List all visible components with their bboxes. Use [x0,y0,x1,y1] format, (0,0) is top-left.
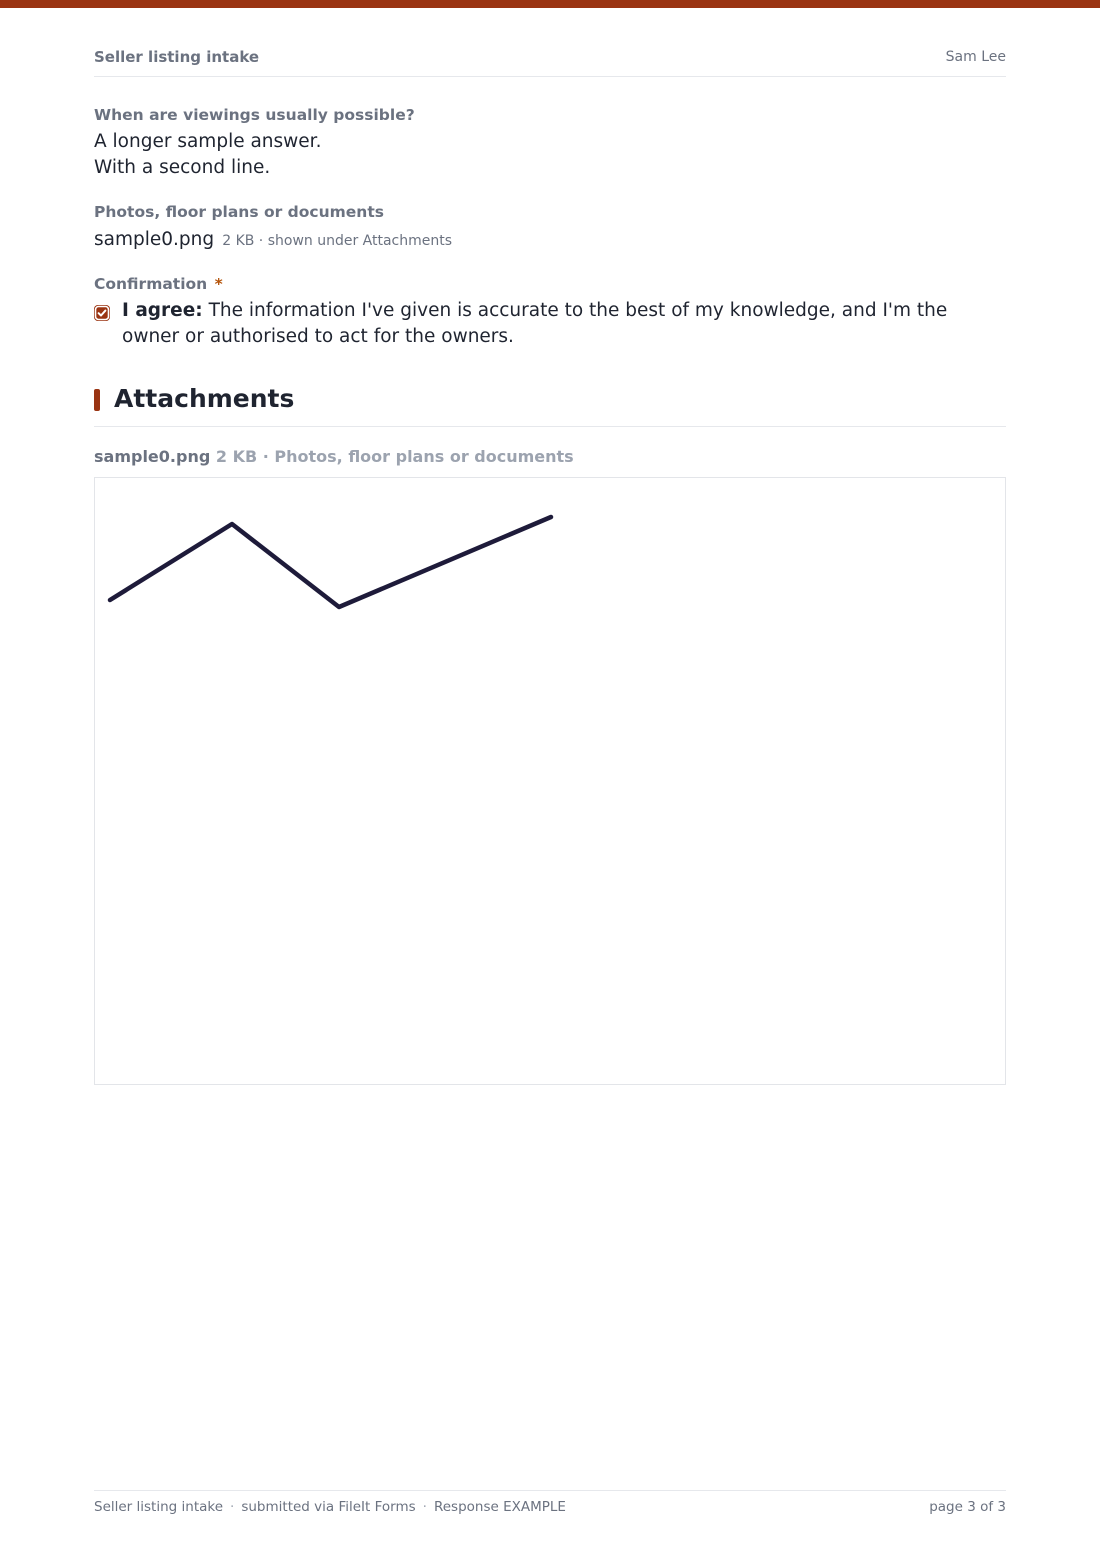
attachments-section-header [94,380,1006,427]
photos-answer-file [94,229,452,250]
top-accent-bar [0,0,1100,8]
attachment-file-name[interactable]: sample0.png [94,447,211,466]
viewings-answer [94,129,321,181]
footer-form-name: Seller listing intake [94,1499,224,1515]
confirmation-label-text: Confirmation [94,275,208,293]
checkmark-icon [94,305,110,321]
viewings-answer-line-1: A longer sample answer. [94,131,322,152]
required-asterisk: * [214,275,223,293]
footer-response-id: Response EXAMPLE [433,1499,566,1515]
confirmation-label [94,275,223,293]
agree-text: The information I've given is accurate to the best of my knowledge, and I'm the owner or authorised to act for the owners. [122,300,948,347]
page-header [94,48,1006,77]
footer-submitted-via: submitted via FileIt Forms [241,1499,416,1515]
attachments-section-title: Attachments [114,384,295,413]
page-footer [94,1490,1006,1521]
line-sketch-image [95,478,1005,1084]
photos-file-meta: 2 KB · shown under Attachments [222,233,453,249]
photos-question-label: Photos, floor plans or documents [94,203,384,221]
confirmation-statement [122,298,992,350]
attachment-meta: 2 KB · Photos, floor plans or documents [215,447,574,466]
footer-info: Seller listing intake · submitted via FileIt Forms · Response EXAMPLE [94,1499,566,1515]
section-accent-bar [94,389,100,411]
viewings-question-label: When are viewings usually possible? [94,106,415,124]
respondent-name: Sam Lee [945,49,1006,65]
viewings-answer-line-2: With a second line. [94,157,271,178]
form-title: Seller listing intake [94,48,260,66]
attachment-caption [94,447,574,466]
photos-file-name[interactable]: sample0.png [94,229,215,250]
agree-label: I agree: [122,300,203,321]
page-number: page 3 of 3 [929,1499,1006,1515]
attachment-preview [94,477,1006,1085]
confirmation-checkbox[interactable] [94,305,110,321]
